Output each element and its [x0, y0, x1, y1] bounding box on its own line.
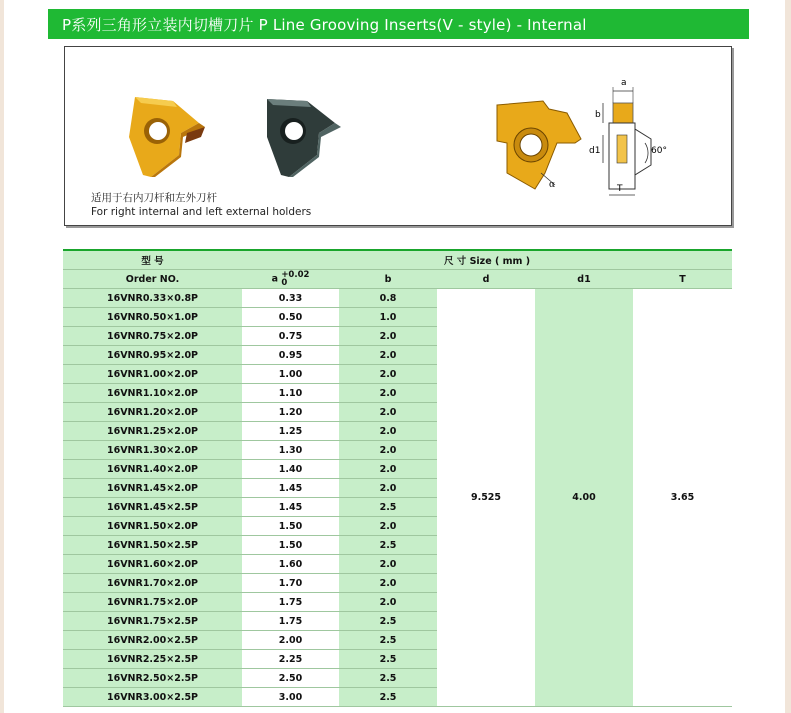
a-value-cell: 1.20 — [242, 403, 339, 422]
table-header-row-1 — [63, 250, 732, 270]
angle-label: 60° — [651, 146, 667, 156]
order-no-cell: 16VNR2.00×2.5P — [63, 631, 242, 650]
order-no-cell: 16VNR1.10×2.0P — [63, 384, 242, 403]
a-value-cell: 1.75 — [242, 612, 339, 631]
b-value-cell: 0.8 — [339, 289, 437, 308]
order-no-cell: 16VNR2.25×2.5P — [63, 650, 242, 669]
b-value-cell: 2.5 — [339, 612, 437, 631]
a-value-cell: 2.00 — [242, 631, 339, 650]
b-value-cell: 2.0 — [339, 593, 437, 612]
a-dim-label: a — [621, 78, 627, 88]
b-value-cell: 2.0 — [339, 384, 437, 403]
t-dim-label: T — [617, 184, 623, 194]
order-no-cell: 16VNR1.50×2.5P — [63, 536, 242, 555]
b-value-cell: 2.5 — [339, 631, 437, 650]
order-no-cell: 16VNR2.50×2.5P — [63, 669, 242, 688]
a-value-cell: 1.00 — [242, 365, 339, 384]
b-value-cell: 1.0 — [339, 308, 437, 327]
order-no-cell: 16VNR0.50×1.0P — [63, 308, 242, 327]
model-header: 型 号 — [63, 250, 242, 270]
insert-dimension-diagram — [485, 69, 675, 199]
b-value-cell: 2.5 — [339, 498, 437, 517]
d-value-cell: 9.525 — [437, 289, 535, 707]
a-header-label: a — [271, 273, 278, 285]
order-no-cell: 16VNR1.75×2.5P — [63, 612, 242, 631]
order-no-cell: 16VNR1.50×2.0P — [63, 517, 242, 536]
b-value-cell: 2.0 — [339, 574, 437, 593]
a-value-cell: 1.75 — [242, 593, 339, 612]
order-no-cell: 16VNR1.75×2.0P — [63, 593, 242, 612]
left-margin-strip — [0, 0, 4, 713]
product-illustration-panel — [64, 46, 732, 226]
d1-header: d1 — [535, 270, 633, 289]
d1-dim-label: d1 — [589, 146, 601, 156]
order-no-cell: 16VNR1.60×2.0P — [63, 555, 242, 574]
a-value-cell: 1.45 — [242, 498, 339, 517]
alpha-label: α — [549, 180, 556, 190]
insert-spec-table — [63, 249, 732, 707]
b-value-cell: 2.5 — [339, 650, 437, 669]
b-value-cell: 2.0 — [339, 403, 437, 422]
b-value-cell: 2.5 — [339, 669, 437, 688]
order-no-cell: 16VNR1.00×2.0P — [63, 365, 242, 384]
a-value-cell: 1.70 — [242, 574, 339, 593]
order-no-cell: 16VNR1.45×2.0P — [63, 479, 242, 498]
a-value-cell: 2.25 — [242, 650, 339, 669]
a-value-cell: 1.45 — [242, 479, 339, 498]
b-value-cell: 2.0 — [339, 517, 437, 536]
a-value-cell: 1.60 — [242, 555, 339, 574]
holder-note — [91, 191, 311, 219]
b-value-cell: 2.0 — [339, 422, 437, 441]
d-header: d — [437, 270, 535, 289]
b-value-cell: 2.5 — [339, 536, 437, 555]
page-title: P系列三角形立装内切槽刀片 P Line Grooving Inserts(V - style) - Internal — [48, 9, 749, 39]
gold-insert-image — [121, 93, 213, 183]
order-no-cell: 16VNR0.95×2.0P — [63, 346, 242, 365]
order-no-cell: 16VNR1.40×2.0P — [63, 460, 242, 479]
a-value-cell: 0.75 — [242, 327, 339, 346]
a-value-cell: 1.50 — [242, 536, 339, 555]
a-tolerance: +0.02 0 — [281, 270, 310, 288]
right-margin-strip — [785, 0, 791, 713]
b-dim-label: b — [595, 110, 601, 120]
b-value-cell: 2.0 — [339, 460, 437, 479]
order-no-cell: 16VNR1.25×2.0P — [63, 422, 242, 441]
a-value-cell: 1.50 — [242, 517, 339, 536]
order-no-cell: 16VNR1.70×2.0P — [63, 574, 242, 593]
a-value-cell: 1.25 — [242, 422, 339, 441]
a-value-cell: 3.00 — [242, 688, 339, 707]
coated-insert-image — [261, 93, 351, 183]
a-value-cell: 0.50 — [242, 308, 339, 327]
holder-note-cn: 适用于右内刀杆和左外刀杆 — [91, 192, 217, 204]
order-no-cell: 16VNR3.00×2.5P — [63, 688, 242, 707]
b-value-cell: 2.0 — [339, 327, 437, 346]
order-no-cell: 16VNR1.30×2.0P — [63, 441, 242, 460]
order-no-cell: 16VNR1.45×2.5P — [63, 498, 242, 517]
order-no-cell: 16VNR0.75×2.0P — [63, 327, 242, 346]
a-header — [242, 270, 339, 289]
a-value-cell: 1.40 — [242, 460, 339, 479]
b-value-cell: 2.5 — [339, 688, 437, 707]
order-no-cell: 16VNR0.33×0.8P — [63, 289, 242, 308]
order-no-header: Order NO. — [63, 270, 242, 289]
table-header-row-2 — [63, 270, 732, 289]
t-value-cell: 3.65 — [633, 289, 732, 707]
d1-value-cell: 4.00 — [535, 289, 633, 707]
b-value-cell: 2.0 — [339, 346, 437, 365]
holder-note-en: For right internal and left external holders — [91, 206, 312, 218]
t-header: T — [633, 270, 732, 289]
a-value-cell: 0.33 — [242, 289, 339, 308]
a-value-cell: 2.50 — [242, 669, 339, 688]
a-value-cell: 1.10 — [242, 384, 339, 403]
a-value-cell: 0.95 — [242, 346, 339, 365]
order-no-cell: 16VNR1.20×2.0P — [63, 403, 242, 422]
b-header: b — [339, 270, 437, 289]
b-value-cell: 2.0 — [339, 365, 437, 384]
size-header: 尺 寸 Size ( mm ) — [242, 250, 732, 270]
table-row — [63, 289, 732, 308]
b-value-cell: 2.0 — [339, 555, 437, 574]
b-value-cell: 2.0 — [339, 479, 437, 498]
a-value-cell: 1.30 — [242, 441, 339, 460]
b-value-cell: 2.0 — [339, 441, 437, 460]
